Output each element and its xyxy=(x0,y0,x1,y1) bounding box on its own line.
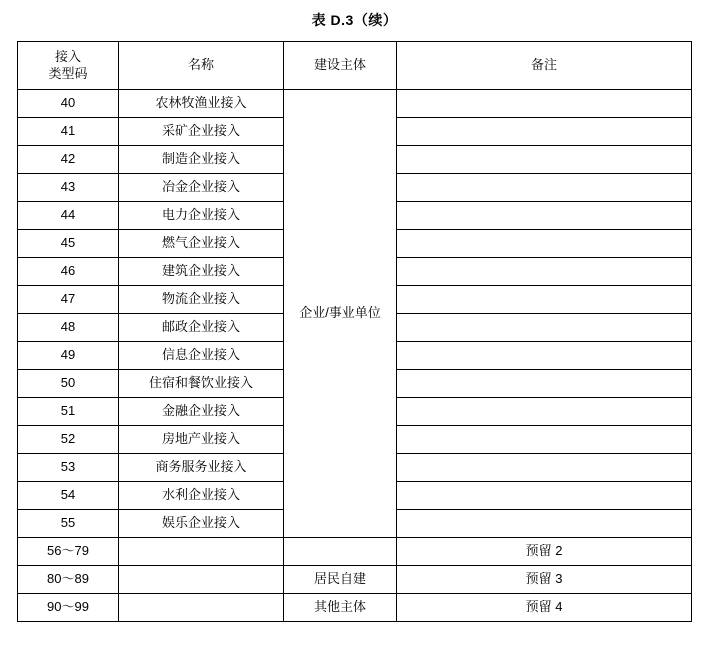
cell-construction-body-enterprise: 企业/事业单位 xyxy=(284,90,397,538)
cell-note xyxy=(397,426,692,454)
cell-name: 信息企业接入 xyxy=(119,342,284,370)
table-body xyxy=(18,90,692,622)
cell-code: 56～79 xyxy=(18,538,119,566)
cell-construction-body: 居民自建 xyxy=(284,566,397,594)
cell-name: 农林牧渔业接入 xyxy=(119,90,284,118)
document-page xyxy=(0,10,709,645)
cell-note xyxy=(397,398,692,426)
cell-name: 商务服务业接入 xyxy=(119,454,284,482)
column-header-name: 名称 xyxy=(119,42,284,90)
cell-note xyxy=(397,146,692,174)
table-header xyxy=(18,42,692,90)
cell-construction-body xyxy=(284,538,397,566)
cell-name: 燃气企业接入 xyxy=(119,230,284,258)
cell-code: 45 xyxy=(18,230,119,258)
cell-code: 80～89 xyxy=(18,566,119,594)
cell-code: 47 xyxy=(18,286,119,314)
cell-note xyxy=(397,174,692,202)
cell-code: 53 xyxy=(18,454,119,482)
cell-code: 55 xyxy=(18,510,119,538)
cell-note xyxy=(397,202,692,230)
cell-code: 46 xyxy=(18,258,119,286)
cell-code: 40 xyxy=(18,90,119,118)
cell-name: 金融企业接入 xyxy=(119,398,284,426)
cell-code: 43 xyxy=(18,174,119,202)
cell-note: 预留 2 xyxy=(397,538,692,566)
cell-note xyxy=(397,482,692,510)
cell-note xyxy=(397,118,692,146)
table-header-row xyxy=(18,42,692,90)
cell-name: 水利企业接入 xyxy=(119,482,284,510)
table-row xyxy=(18,90,692,118)
table-caption: 表 D.3（续） xyxy=(311,12,398,28)
cell-name: 建筑企业接入 xyxy=(119,258,284,286)
cell-code: 51 xyxy=(18,398,119,426)
cell-note xyxy=(397,90,692,118)
cell-name: 邮政企业接入 xyxy=(119,314,284,342)
cell-note: 预留 4 xyxy=(397,594,692,622)
cell-note xyxy=(397,314,692,342)
cell-name xyxy=(119,538,284,566)
table-row xyxy=(18,538,692,566)
cell-note xyxy=(397,454,692,482)
cell-name: 冶金企业接入 xyxy=(119,174,284,202)
cell-code: 54 xyxy=(18,482,119,510)
table-row xyxy=(18,594,692,622)
table-row xyxy=(18,566,692,594)
cell-code: 42 xyxy=(18,146,119,174)
column-header-construction-body: 建设主体 xyxy=(284,42,397,90)
cell-code: 49 xyxy=(18,342,119,370)
cell-code: 44 xyxy=(18,202,119,230)
cell-name: 物流企业接入 xyxy=(119,286,284,314)
access-type-table xyxy=(17,41,692,622)
cell-note xyxy=(397,230,692,258)
cell-name: 房地产业接入 xyxy=(119,426,284,454)
cell-code: 48 xyxy=(18,314,119,342)
cell-name: 娱乐企业接入 xyxy=(119,510,284,538)
column-header-access-type-code xyxy=(18,42,119,90)
column-header-access-type-code-line2: 类型码 xyxy=(48,65,88,81)
cell-note xyxy=(397,258,692,286)
cell-code: 52 xyxy=(18,426,119,454)
cell-note xyxy=(397,370,692,398)
cell-code: 41 xyxy=(18,118,119,146)
cell-name: 电力企业接入 xyxy=(119,202,284,230)
cell-note xyxy=(397,286,692,314)
cell-name: 制造企业接入 xyxy=(119,146,284,174)
cell-construction-body: 其他主体 xyxy=(284,594,397,622)
cell-code: 50 xyxy=(18,370,119,398)
cell-name xyxy=(119,594,284,622)
cell-name xyxy=(119,566,284,594)
cell-name: 住宿和餐饮业接入 xyxy=(119,370,284,398)
column-header-access-type-code-line1: 接入 xyxy=(54,49,81,65)
cell-note xyxy=(397,342,692,370)
cell-note xyxy=(397,510,692,538)
cell-code: 90～99 xyxy=(18,594,119,622)
column-header-note: 备注 xyxy=(397,42,692,90)
cell-name: 采矿企业接入 xyxy=(119,118,284,146)
cell-note: 预留 3 xyxy=(397,566,692,594)
